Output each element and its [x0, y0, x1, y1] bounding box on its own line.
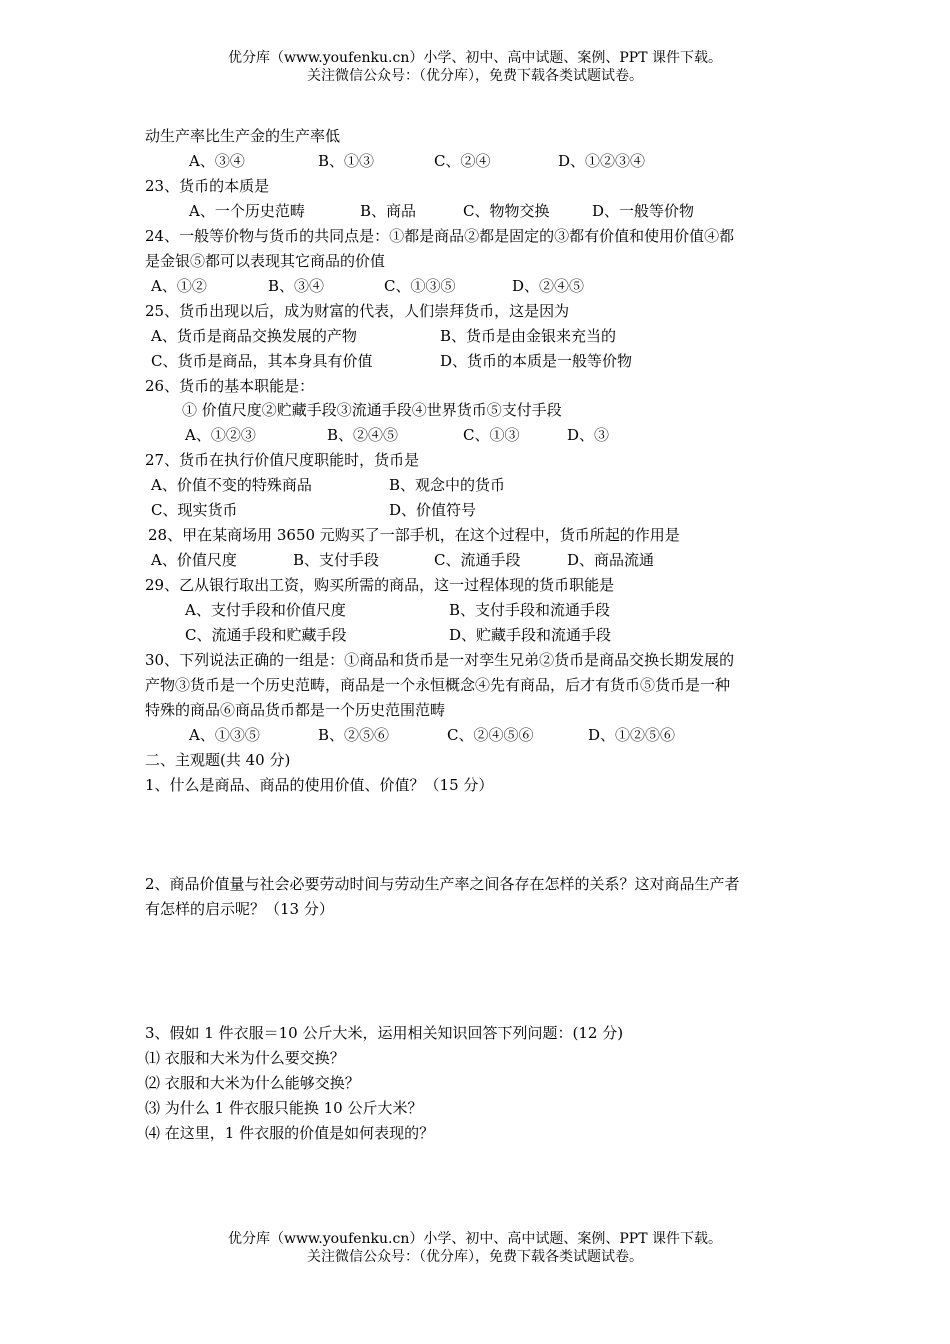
- question-stem: 23、货币的本质是: [145, 177, 270, 195]
- option-b: B、②④⑤: [327, 426, 399, 444]
- option-b: B、支付手段: [293, 551, 380, 569]
- option-a: A、价值尺度: [151, 551, 237, 569]
- option-b: B、货币是由金银来充当的: [440, 327, 617, 345]
- question-items: ① 价值尺度②贮藏手段③流通手段④世界货币⑤支付手段: [182, 401, 562, 419]
- option-a: A、①③⑤: [189, 726, 260, 744]
- question-stem-line-3: 特殊的商品⑥商品货币都是一个历史范围范畴: [145, 701, 446, 719]
- option-b: B、②⑤⑥: [318, 726, 390, 744]
- question-stem: 29、乙从银行取出工资，购买所需的商品，这一过程体现的货币职能是: [145, 576, 615, 594]
- option-c: C、物物交换: [463, 202, 550, 220]
- question-stem-line-1: 24、一般等价物与货币的共同点是：①都是商品②都是固定的③都有价值和使用价值④都: [145, 227, 735, 245]
- option-d: D、商品流通: [567, 551, 655, 569]
- question-stem: 27、货币在执行价值尺度职能时，货币是: [145, 451, 420, 469]
- question-stem-line-1: 30、下列说法正确的一组是：①商品和货币是一对孪生兄弟②货币是商品交换长期发展的: [145, 651, 735, 669]
- subjective-question-1: 1、什么是商品、商品的使用价值、价值？（15 分）: [145, 776, 494, 794]
- option-d: D、价值符号: [389, 501, 477, 519]
- option-c: C、②④⑤⑥: [447, 726, 534, 744]
- header-line-1: 优分库（www.youfenku.cn）小学、初中、高中试题、案例、PPT 课件下载。: [227, 50, 722, 66]
- option-a: A、①②: [151, 277, 207, 295]
- question-stem: 3、假如 1 件衣服＝10 公斤大米，运用相关知识回答下列问题：(12 分): [145, 1024, 624, 1042]
- question-stem: 28、甲在某商场用 3650 元购买了一部手机，在这个过程中，货币所起的作用是: [148, 526, 680, 544]
- question-stem-line-2: 是金银⑤都可以表现其它商品的价值: [145, 252, 386, 270]
- question-stem: 26、货币的基本职能是：: [145, 377, 315, 395]
- option-c: C、①③: [463, 426, 520, 444]
- sub-question-2: ⑵ 衣服和大米为什么能够交换？: [145, 1074, 360, 1092]
- option-c: C、货币是商品，其本身具有价值: [151, 352, 373, 370]
- option-c: C、①③⑤: [384, 277, 456, 295]
- question-stem: 动生产率比生产金的生产率低: [145, 127, 341, 145]
- option-a: A、①②③: [185, 426, 256, 444]
- option-a: A、货币是商品交换发展的产物: [151, 327, 357, 345]
- option-d: D、①②⑤⑥: [588, 726, 676, 744]
- footer-line-2: 关注微信公众号：（优分库），免费下载各类试题试卷。: [307, 1249, 643, 1265]
- sub-question-4: ⑷ 在这里，1 件衣服的价值是如何表现的？: [145, 1124, 435, 1142]
- option-d: D、货币的本质是一般等价物: [440, 352, 633, 370]
- option-d: D、③: [567, 426, 610, 444]
- question-stem-line-1: 2、商品价值量与社会必要劳动时间与劳动生产率之间各存在怎样的关系？这对商品生产者: [145, 875, 740, 893]
- option-c: C、流通手段和贮藏手段: [185, 626, 347, 644]
- option-b: B、商品: [360, 202, 417, 220]
- header-line-2: 关注微信公众号：（优分库），免费下载各类试题试卷。: [307, 68, 643, 84]
- option-b: B、观念中的货币: [389, 476, 506, 494]
- option-c: C、②④: [434, 152, 491, 170]
- option-d: D、贮藏手段和流通手段: [449, 626, 612, 644]
- option-d: D、①②③④: [558, 152, 646, 170]
- option-a: A、一个历史范畴: [189, 202, 305, 220]
- question-stem-line-2: 有怎样的启示呢？（13 分）: [145, 900, 334, 918]
- option-b: B、支付手段和流通手段: [449, 601, 611, 619]
- sub-question-3: ⑶ 为什么 1 件衣服只能换 10 公斤大米？: [145, 1099, 423, 1117]
- option-a: A、支付手段和价值尺度: [185, 601, 346, 619]
- option-d: D、一般等价物: [592, 202, 695, 220]
- option-b: B、③④: [268, 277, 325, 295]
- sub-question-1: ⑴ 衣服和大米为什么要交换？: [145, 1049, 345, 1067]
- option-a: A、价值不变的特殊商品: [151, 476, 312, 494]
- option-b: B、①③: [318, 152, 375, 170]
- section-2-title: 二、主观题(共 40 分): [145, 751, 291, 769]
- footer-line-1: 优分库（www.youfenku.cn）小学、初中、高中试题、案例、PPT 课件下载。: [227, 1231, 722, 1247]
- question-stem: 25、货币出现以后，成为财富的代表，人们崇拜货币，这是因为: [145, 302, 570, 320]
- option-d: D、②④⑤: [512, 277, 585, 295]
- option-a: A、③④: [189, 152, 245, 170]
- option-c: C、流通手段: [434, 551, 521, 569]
- option-c: C、现实货币: [151, 501, 238, 519]
- question-stem-line-2: 产物③货币是一个历史范畴，商品是一个永恒概念④先有商品，后才有货币⑤货币是一种: [145, 676, 731, 694]
